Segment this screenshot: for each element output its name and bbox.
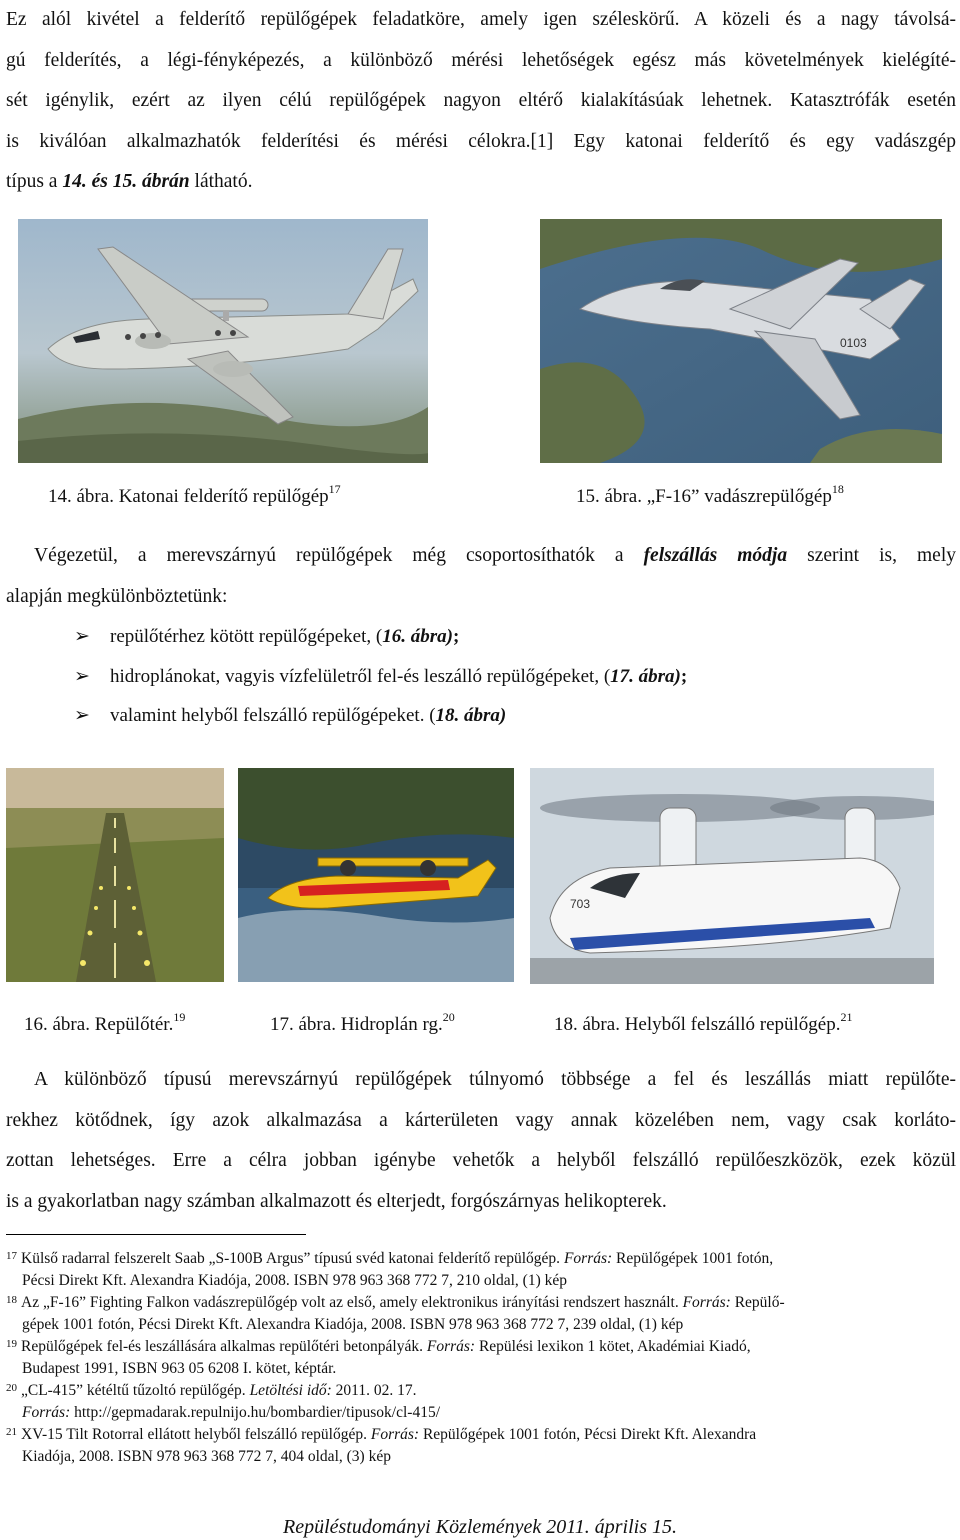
arrow-bullet-icon: ➢ [74,666,90,687]
footnote: $^{17}$ Külső radarral felszerelt Saab „S-100B Argus” típusú svéd katonai felderítő repülőgép. Forrás: Repülőgépek 1001 fotón, Pécsi Direkt Kft. Alexandra Kiadója, 2008. ISBN 978 963 368 772 7, 210 oldal, (1) kép [6,1250,774,1289]
tiltrotor-photo [530,768,934,984]
figure-caption: 17. ábra. Hidroplán rg.$^{20}$ [270,1010,455,1035]
middle-line: Végezetül, a merevszárnyú repülőgépek még csoportosíthatók a felszállás módja szerint is, mely [34,545,956,566]
footnote-separator [6,1234,306,1235]
footnote-marker: 19 [173,1010,186,1024]
intro-line: sét igénylik, ezért az ilyen célú repülőgépek nagyon eltérő kialakításúak lehetnek. Katasztrófák esetén [6,90,956,111]
footnote-marker: 17 [328,482,341,496]
figure-caption: 16. ábra. Repülőtér.$^{19}$ [24,1010,186,1035]
closing-line: zottan lehetséges. Erre a célra jobban igénybe vehetők a helyből felszálló repülőeszközök, ezek közül [6,1150,956,1171]
arrow-bullet-icon: ➢ [74,626,90,647]
intro-paragraph [6,0,956,203]
source-url[interactable]: http://gepmadarak.repulnijo.hu/bombardier/tipusok/cl-415/ [70,1403,441,1421]
intro-line: gú felderítés, a légi-fényképezés, a különböző mérési lehetőségek egész más követelmények kielégíté- [6,49,956,71]
intro-line: is kiválóan alkalmazhatók felderítési és mérési célokra.[1] Egy katonai felderítő és egy vadászgép [6,130,956,152]
footnote-marker: 21 [840,1010,853,1024]
f16-fighter-photo [540,219,942,463]
svg-text:703: 703 [570,897,591,911]
middle-paragraph [6,536,956,617]
bullet-item: ➢ repülőtérhez kötött repülőgépeket, (16. ábra); [74,626,460,647]
closing-line: is a gyakorlatban nagy számban alkalmazott és elterjedt, forgószárnyas helikopterek. [6,1190,667,1212]
closing-paragraph [6,1060,956,1222]
figure-reference: 14. és 15. ábrán [62,171,190,192]
intro-line: típus a 14. és 15. ábrán látható. [6,171,253,192]
middle-line: alapján megkülönböztetünk: [6,585,228,607]
arrow-bullet-icon: ➢ [74,705,90,726]
emphasis: felszállás módja [643,545,788,566]
footnote: $^{21}$ XV-15 Tilt Rotorral ellátott helyből felszálló repülőgép. Forrás: Repülőgépek 1001 fotón, Pécsi Direkt Kft. Alexandra Kiadója, 2008. ISBN 978 963 368 772 7, 404 oldal, (3) kép [6,1426,757,1465]
intro-line: Ez alól kivétel a felderítő repülőgépek feladatköre, amely igen széleskörű. A közeli és a nagy távolsá- [6,9,956,30]
closing-line: rekhez kötődnek, így azok alkalmazása a kárterületen vagy annak közelében nem, vagy csak korláto- [6,1109,956,1131]
footnote: $^{20}$ „CL-415” kétéltű tűzoltó repülőgép. Letöltési idő: 2011. 02. 17. Forrás: http://gepmadarak.repulnijo.hu/bombardier/tipusok/cl-415/ [6,1382,441,1421]
airport-runway-photo [6,768,224,982]
footnote-marker: 20 [442,1010,455,1024]
figure-caption: 15. ábra. „F-16” vadászrepülőgép$^{18}$ [576,482,844,507]
footnote: $^{18}$ Az „F-16” Fighting Falkon vadászrepülőgép volt az első, amely elektronikus irányítási rendszert használt. Forrás: Repülő- gépek 1001 fotón, Pécsi Direkt Kft. Alexandra Kiadója, 2008. ISBN 978 963 368 772 7, 239 oldal, (1) kép [6,1294,785,1333]
figure-caption: 18. ábra. Helyből felszálló repülőgép.$^{21}$ [554,1010,853,1035]
bullet-item: ➢ valamint helyből felszálló repülőgépeket. (18. ábra) [74,705,507,726]
closing-line: A különböző típusú merevszárnyú repülőgépek túlnyomó többsége a fel és leszállás miatt repülőte- [34,1069,956,1090]
page-footer: Repüléstudományi Közlemények 2011. április 15. [282,1516,677,1538]
footnote: $^{19}$ Repülőgépek fel-és leszállására alkalmas repülőtéri betonpályák. Forrás: Repülési lexikon 1 kötet, Akadémiai Kiadó, Budapest 1991, ISBN 963 05 6208 I. kötet, képtár. [6,1338,751,1377]
bullet-item: ➢ hidroplánokat, vagyis vízfelületről fel-és leszálló repülőgépeket, (17. ábra); [74,666,688,687]
svg-text:0103: 0103 [840,336,867,350]
seaplane-photo [238,768,514,982]
recon-aircraft-photo [18,219,428,463]
footnote-marker: 18 [831,482,844,496]
figure-caption: 14. ábra. Katonai felderítő repülőgép$^{17}$ [48,482,341,507]
